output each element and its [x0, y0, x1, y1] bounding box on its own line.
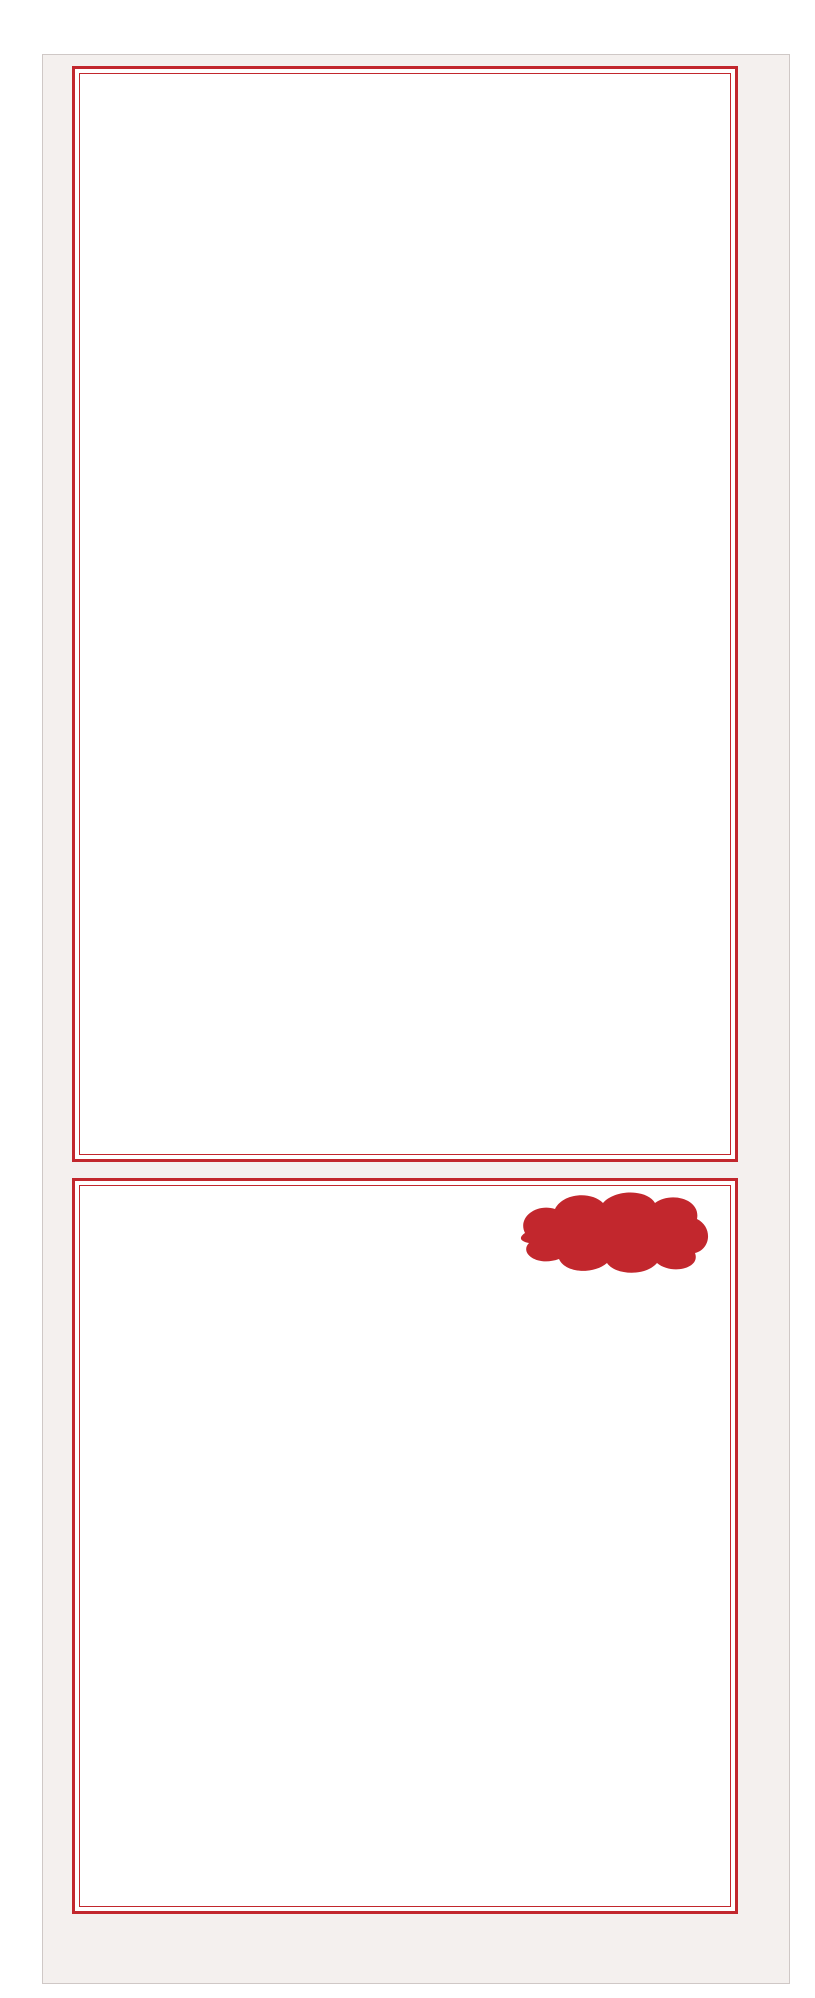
chefs-specialties-panel — [72, 66, 738, 1162]
combo-menu-list — [75, 1181, 735, 1911]
special-combination-panel — [72, 1178, 738, 1914]
chef-menu-list — [75, 69, 735, 1159]
